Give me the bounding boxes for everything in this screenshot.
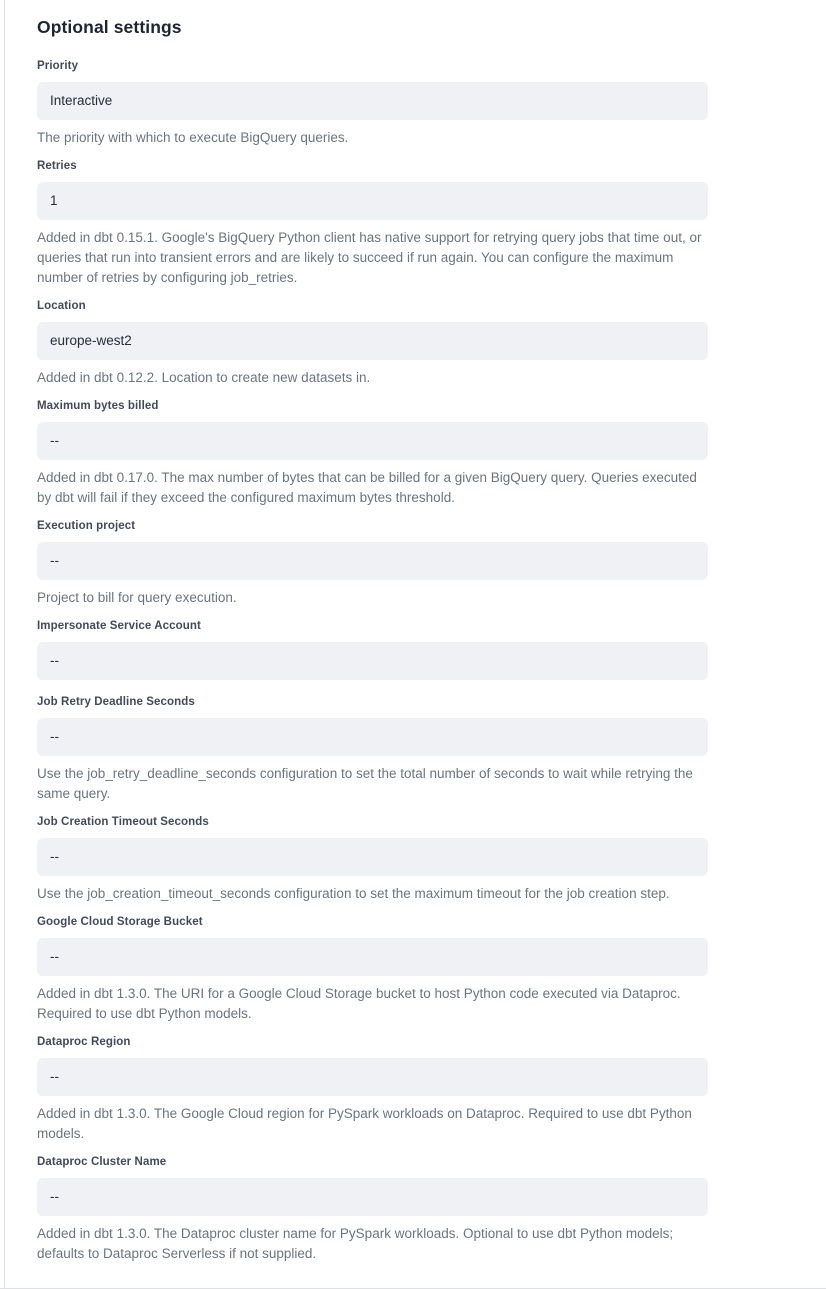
job-creation-timeout-seconds-input[interactable]	[37, 838, 708, 876]
field-location	[37, 299, 708, 388]
job-retry-deadline-seconds-help-text: Use the job_retry_deadline_seconds configuration to set the total number of seconds to wait while retrying the same query.	[37, 766, 693, 801]
maximum-bytes-billed-help-text: Added in dbt 0.17.0. The max number of bytes that can be billed for a given BigQuery query. Queries executed by dbt will fail if they exceed the configured maximum bytes threshold.	[37, 470, 697, 505]
google-cloud-storage-bucket-input[interactable]	[37, 938, 708, 976]
retries-value: 1	[50, 193, 58, 208]
dataproc-cluster-name-value: --	[50, 1189, 59, 1204]
field-dataproc-cluster-name	[37, 1155, 708, 1264]
field-execution-project	[37, 519, 708, 608]
dataproc-region-input[interactable]	[37, 1058, 708, 1096]
impersonate-service-account-value: --	[50, 653, 59, 668]
google-cloud-storage-bucket-label: Google Cloud Storage Bucket	[37, 916, 203, 928]
job-creation-timeout-seconds-label: Job Creation Timeout Seconds	[37, 816, 209, 828]
location-input[interactable]	[37, 322, 708, 360]
impersonate-service-account-label: Impersonate Service Account	[37, 620, 201, 632]
dataproc-cluster-name-label: Dataproc Cluster Name	[37, 1156, 167, 1168]
retries-help-text: Added in dbt 0.15.1. Google's BigQuery Python client has native support for retrying query jobs that time out, or queries that run into transient errors and are likely to succeed if run again. You can configure the maximum number of retries by configuring job_retries.	[37, 230, 702, 285]
impersonate-service-account-input[interactable]	[37, 642, 708, 680]
dataproc-region-label: Dataproc Region	[37, 1036, 131, 1048]
priority-input[interactable]	[37, 82, 708, 120]
dataproc-cluster-name-input[interactable]	[37, 1178, 708, 1216]
panel-left-border	[4, 0, 5, 1289]
field-impersonate-service-account	[37, 619, 708, 680]
dataproc-region-help-text: Added in dbt 1.3.0. The Google Cloud region for PySpark workloads on Dataproc. Required to use dbt Python models.	[37, 1106, 692, 1141]
location-value: europe-west2	[50, 333, 132, 348]
field-dataproc-region	[37, 1035, 708, 1144]
field-job-creation-timeout-seconds	[37, 815, 708, 904]
job-retry-deadline-seconds-label: Job Retry Deadline Seconds	[37, 696, 195, 708]
dataproc-cluster-name-help-text: Added in dbt 1.3.0. The Dataproc cluster name for PySpark workloads. Optional to use dbt Python models; defaults to Dataproc Serverless if not supplied.	[37, 1226, 674, 1261]
priority-label: Priority	[37, 60, 79, 72]
retries-input[interactable]	[37, 182, 708, 220]
maximum-bytes-billed-input[interactable]	[37, 422, 708, 460]
location-help-text: Added in dbt 0.12.2. Location to create new datasets in.	[37, 370, 371, 385]
execution-project-input[interactable]	[37, 542, 708, 580]
job-retry-deadline-seconds-value: --	[50, 729, 59, 744]
job-creation-timeout-seconds-help-text: Use the job_creation_timeout_seconds configuration to set the maximum timeout for the job creation step.	[37, 886, 670, 901]
field-retries	[37, 159, 708, 288]
job-retry-deadline-seconds-input[interactable]	[37, 718, 708, 756]
field-priority	[37, 59, 708, 148]
maximum-bytes-billed-value: --	[50, 433, 59, 448]
field-maximum-bytes-billed	[37, 399, 708, 508]
execution-project-label: Execution project	[37, 520, 136, 532]
retries-label: Retries	[37, 160, 77, 172]
execution-project-value: --	[50, 553, 59, 568]
section-title: Optional settings	[37, 17, 182, 37]
priority-help-text: The priority with which to execute BigQuery queries.	[37, 130, 349, 145]
field-google-cloud-storage-bucket	[37, 915, 708, 1024]
priority-value: Interactive	[50, 93, 113, 108]
field-job-retry-deadline-seconds	[37, 695, 708, 804]
dataproc-region-value: --	[50, 1069, 59, 1084]
maximum-bytes-billed-label: Maximum bytes billed	[37, 400, 159, 412]
execution-project-help-text: Project to bill for query execution.	[37, 590, 237, 605]
location-label: Location	[37, 300, 86, 312]
google-cloud-storage-bucket-value: --	[50, 949, 59, 964]
google-cloud-storage-bucket-help-text: Added in dbt 1.3.0. The URI for a Google Cloud Storage bucket to host Python code executed via Dataproc. Required to use dbt Python models.	[37, 986, 681, 1021]
job-creation-timeout-seconds-value: --	[50, 849, 59, 864]
